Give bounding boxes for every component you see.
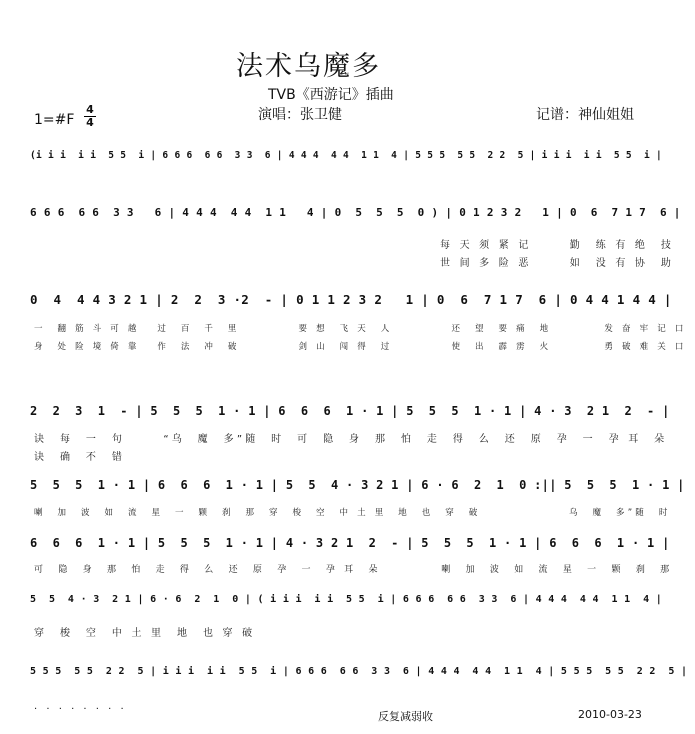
lyrics-row-4-verse-1: 诀 每 一 句 “乌 魔 多”随 时 可 隐 身 那 怕 走 得 么 还 原 孕 一 孕 耳 朵	[34, 434, 668, 445]
lyrics-row-5: 喇 加 波 如 流 星 一 颗 刹 那 穿 梭 空 中 土 里 地 也 穿 破 乌 魔 多”随 时	[34, 508, 671, 518]
score-row-2: 6 6 6 6 6 3 3 6 | 4 4 4 4 4 1 1 4 | 0 5 5 5 0 ) | 0 1 2 3 2 1 | 0 6 7 1 7 6 |	[30, 206, 681, 219]
score-row-3: 0 4 4 4 3 2 1 | 2 2 3 ·2 - | 0 1 1 2 3 2 1 | 0 6 7 1 7 6 | 0 4 4 1 4 4 |	[30, 292, 672, 307]
repeat-note: 反复减弱收	[378, 710, 433, 723]
meter-bottom: 4	[84, 116, 96, 129]
lyrics-row-2-verse-1: 每 天 须 紧 记 勤 练 有 绝 技	[440, 240, 675, 251]
score-row-1: (i i i i i 5 5 i | 6 6 6 6 6 3 3 6 | 4 4 4 4 4 1 1 4 | 5 5 5 5 5 2 2 5 | i i i i i 5 5 i |	[30, 150, 663, 161]
lyrics-row-6: 可 隐 身 那 怕 走 得 么 还 原 孕 一 孕 耳 朵 喇 加 波 如 流 星 一 颗 刹 那	[34, 565, 673, 575]
transcriber-credit: 记谱：神仙姐姐	[536, 107, 634, 123]
key-signature: 1=#F	[34, 112, 75, 128]
score-row-4: 2 2 3 1 - | 5 5 5 1 · 1 | 6 6 6 1 · 1 | 5 5 5 1 · 1 | 4 · 3 2 1 2 - |	[30, 404, 670, 418]
score-row-8: 5 5 5 5 5 2 2 5 | i i i i i 5 5 i | 6 6 6 6 6 3 3 6 | 4 4 4 4 4 1 1 4 | 5 5 5 5 5 2 2 5 |	[30, 666, 688, 677]
lyrics-row-3-verse-2: 身 处 险 境 倚 靠 作 法 冲 破 剑 山 闯 得 过 使 出 霹 雳 火 勇 破 难 关 口	[34, 342, 687, 352]
lyrics-row-7: 穿 梭 空 中 土 里 地 也 穿 破	[34, 628, 256, 639]
score-row-6: 6 6 6 1 · 1 | 5 5 5 1 · 1 | 4 · 3 2 1 2 - | 5 5 5 1 · 1 | 6 6 6 1 · 1 |	[30, 536, 670, 550]
song-title: 法术乌魔多	[236, 51, 381, 82]
score-row-5: 5 5 5 1 · 1 | 6 6 6 1 · 1 | 5 5 4 · 3 2 1 | 6 · 6 2 1 0 :|| 5 5 5 1 · 1 |	[30, 478, 685, 492]
meter-top: 4	[86, 103, 94, 116]
source-subtitle: TVB《西游记》插曲	[268, 87, 394, 103]
lyrics-row-4-verse-2: 诀 确 不 错	[34, 452, 126, 463]
singer-credit: 演唱：张卫健	[258, 107, 342, 123]
date-stamp: 2010-03-23	[578, 708, 642, 721]
lyrics-row-3-verse-1: 一 翻 筋 斗 可 越 过 百 千 里 要 想 飞 天 人 还 望 要 痛 地 发 奋 牢 记 口	[34, 324, 687, 334]
time-signature	[84, 104, 96, 129]
lyrics-row-2-verse-2: 世 间 多 险 恶 如 没 有 协 助	[440, 258, 675, 269]
score-row-7: 5 5 4 · 3 2 1 | 6 · 6 2 1 0 | ( i i i i i 5 5 i | 6 6 6 6 6 3 3 6 | 4 4 4 4 4 1 1 4 |	[30, 594, 663, 605]
ending-dots: · · · · · · · ·	[34, 704, 127, 715]
